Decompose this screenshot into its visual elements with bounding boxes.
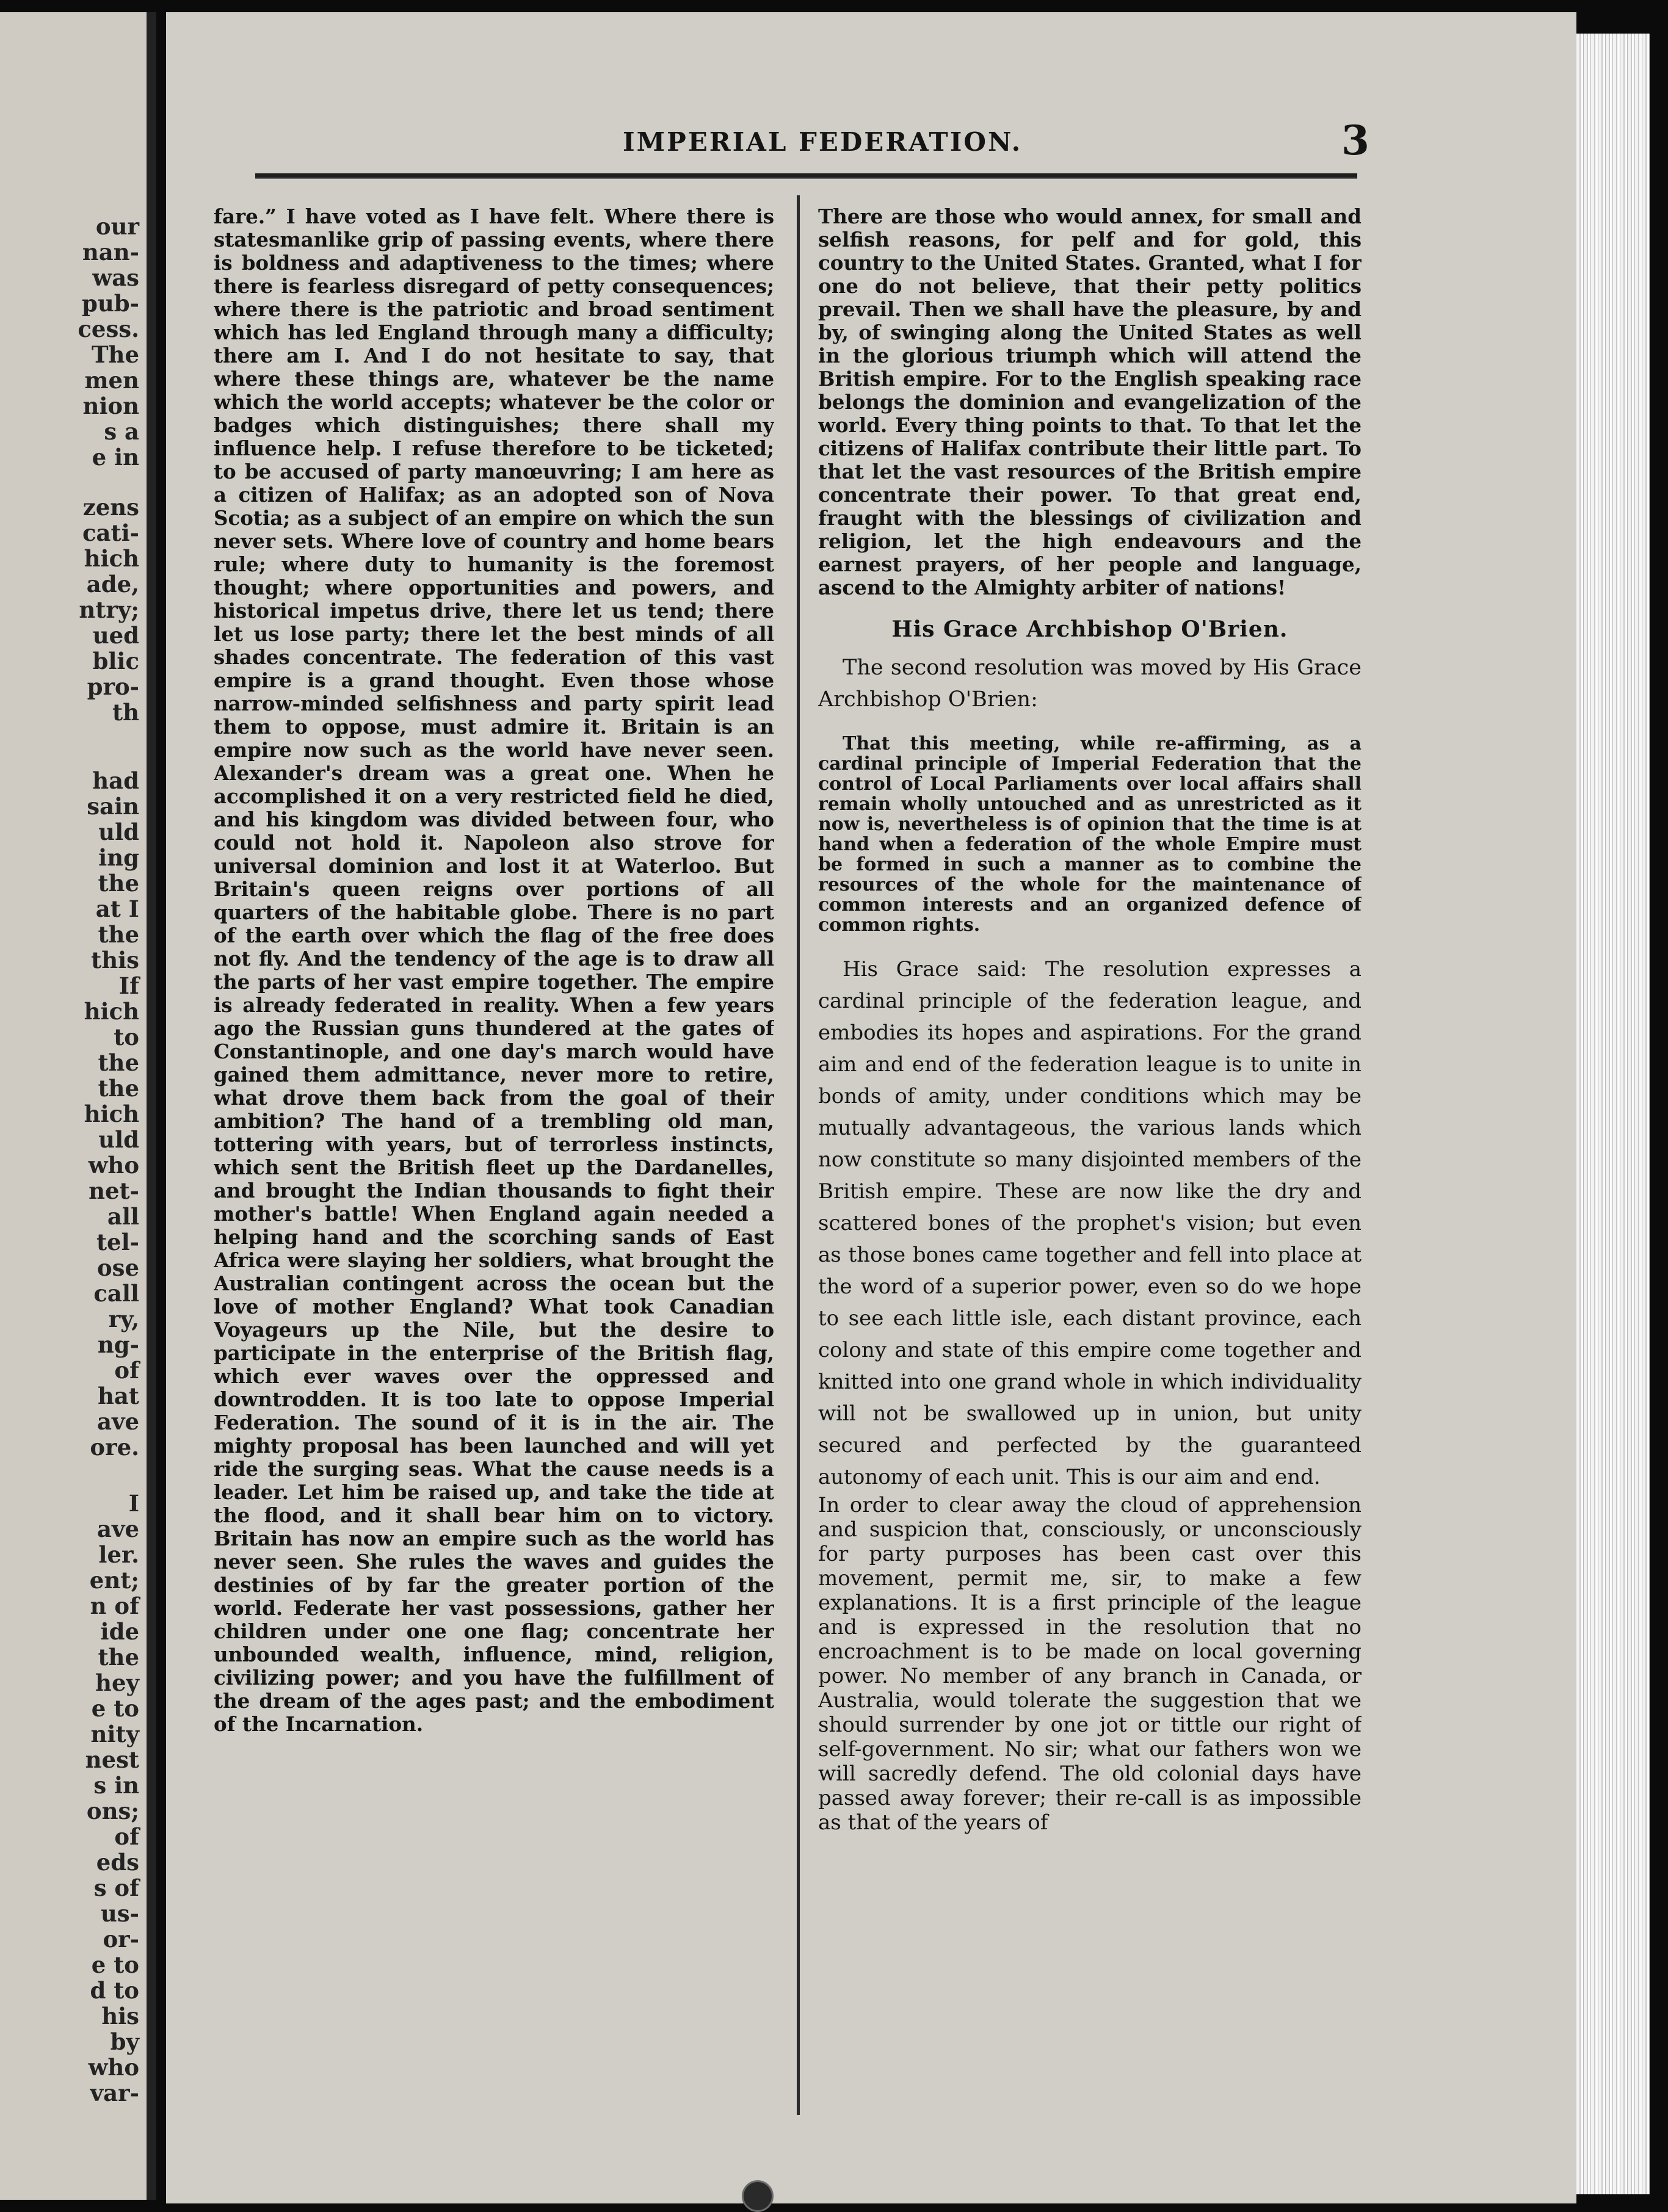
margin-fragment: nity xyxy=(90,1721,139,1748)
running-title: IMPERIAL FEDERATION. xyxy=(623,127,1023,157)
margin-fragment: blic xyxy=(92,648,139,674)
microfilm-mark xyxy=(742,2180,774,2212)
margin-fragment: d to xyxy=(90,1977,139,2004)
margin-fragment: pro- xyxy=(87,673,139,700)
margin-fragment: the xyxy=(98,870,139,897)
margin-fragment: us- xyxy=(100,1900,139,1927)
margin-fragment: ave xyxy=(96,1516,139,1542)
margin-fragment: this xyxy=(91,947,139,974)
margin-fragment: n of xyxy=(90,1592,139,1619)
margin-fragment: was xyxy=(92,264,139,291)
speech-paragraph: His Grace said: The resolution expresses a cardinal principle of the federation league, and embodies its hopes and aspirations. For the grand aim and end of the federation league is to unite in bonds of amity, under conditions which may be mutually advantageous, the various lands which now constitute so many disjointed members of the British empire. These are now like the dry and scattered bones of the prophet's vision; but even as those bones came together and fell into place at the word of a superior power, even so do we hope to see each little isle, each distant province, each colony and state of this empire come together and knitted into one grand whole in which individuality will not be swallowed up in union, but unity secured and perfected by the guaranteed autonomy of each unit. This is our aim and end. xyxy=(818,957,1362,1489)
margin-fragment: hich xyxy=(84,1101,139,1127)
margin-fragment: ons; xyxy=(86,1798,139,1824)
margin-fragment: pub- xyxy=(82,290,139,317)
margin-fragment: I xyxy=(128,1490,139,1517)
margin-fragment: hich xyxy=(84,998,139,1025)
margin-fragment: ore. xyxy=(90,1434,139,1461)
margin-fragment: cati- xyxy=(82,519,139,546)
margin-fragment: s a xyxy=(104,418,139,445)
margin-fragment: s of xyxy=(93,1874,139,1901)
margin-fragment: ing xyxy=(98,844,139,871)
margin-fragment: men xyxy=(84,367,139,394)
margin-fragment: e to xyxy=(91,1951,139,1978)
margin-fragment: ose xyxy=(96,1254,139,1281)
header-rule xyxy=(255,173,1357,179)
margin-fragment: The xyxy=(92,341,139,368)
margin-fragment: ntry; xyxy=(79,596,139,623)
column-rule xyxy=(797,195,800,2115)
margin-fragment: ent; xyxy=(89,1567,139,1594)
continuation-paragraph: There are those who would annex, for small and selfish reasons, for pelf and for gold, this country to the United States. Granted, what I for one do not believe, that their petty politics prevail. Then we shall have the pleasure, by and by, of swinging along the United States as well in the glorious triumph which will attend the British empire. For to the English speaking race belongs the dominion and evangelization of the world. Every thing points to that. To that let the citizens of Halifax contribute their little part. To that let the vast resources of the British empire concentrate their power. To that great end, fraught with the blessings of civilization and religion, let the high endeavours and the earnest prayers, of her people and language, ascend to the Almighty arbiter of nations! xyxy=(818,205,1362,599)
margin-fragment: uld xyxy=(98,1126,139,1153)
margin-fragment: tel- xyxy=(96,1229,139,1256)
margin-fragment: had xyxy=(92,767,139,794)
margin-fragment: ade, xyxy=(86,571,139,598)
margin-fragment: net- xyxy=(89,1177,139,1204)
margin-fragment: eds xyxy=(96,1849,139,1876)
margin-fragment: s in xyxy=(93,1772,139,1799)
margin-fragment: th xyxy=(112,699,139,726)
left-column xyxy=(214,205,774,2079)
margin-fragment: zens xyxy=(82,494,139,521)
margin-fragment: the xyxy=(98,1075,139,1102)
left-column-text: fare.” I have voted as I have felt. Where there is statesmanlike grip of passing events, where there is boldness and adaptiveness to the times; where there is fearless disregard of petty consequences; where there is the patriotic and broad sentiment which has led England through many a difficulty; there am I. And I do not hesitate to say, that where these things are, whatever be the name which the world accepts; whatever be the color or badges which distinguishes; there shall my influence help. I refuse therefore to be ticketed; to be accused of party manœuvring; I am here as a citizen of Halifax; as an adopted son of Nova Scotia; as a subject of an empire on which the sun never sets. Where love of country and home bears rule; where duty to humanity is the foremost thought; where opportunities and powers, and historical impetus drive, there let us tend; there let us lose party; there let the best minds of all shades concentrate. The federation of this vast empire is a grand thought. Even those whose narrow-minded selfishness and party spirit lead them to oppose, must admire it. Britain is an empire now such as the world have never seen. Alexander's dream was a great one. When he accomplished it on a very restricted field he died, and his kingdom was divided between four, who could not hold it. Napoleon also strove for universal dominion and lost it at Waterloo. But Britain's queen reigns over portions of all quarters of the habitable globe. There is no part of the earth over which the flag of the free does not fly. And the tendency of the age is to draw all the parts of her vast empire together. The empire is already federated in reality. When a few years ago the Russian guns thundered at the gates of Constantinople, and one day's march would have gained them admittance, never more to retire, what drove them back from the goal of their ambition? The hand of a trembling old man, tottering with years, but of terrorless instincts, which sent the British fleet up the Dardanelles, and brought the Indian thousands to fight their mother's battle! When England again needed a helping hand and the scorching sands of East Africa were slaying her soldiers, what brought the Australian contingent across the ocean but the love of mother England? What took Canadian Voyageurs up the Nile, but the desire to participate in the enterprise of the British flag, which ever waves over the oppressed and downtrodden. It is too late to oppose Imperial Federation. The sound of it is in the air. The mighty proposal has been launched and will yet ride the surging seas. What the cause needs is a leader. Let him be raised up, and take the tide at the flood, and it shall bear him on to victory. Britain has now an empire such as the world has never seen. She rules the waves and guides the destinies of by far the greater portion of the world. Federate her vast possessions, gather her children under one one flag; concentrate her unbounded wealth, influence, mind, religion, civilizing power; and you have the fulfillment of the dream of the ages past; and the embodiment of the Incarnation. xyxy=(214,205,774,1736)
right-column xyxy=(818,205,1362,2079)
margin-fragment: of xyxy=(114,1823,139,1850)
margin-fragment: our xyxy=(95,213,139,240)
margin-fragment: sain xyxy=(87,793,139,820)
margin-fragment: cess. xyxy=(78,316,139,342)
margin-fragment: or- xyxy=(103,1926,139,1953)
speech-paragraph-continued: In order to clear away the cloud of apprehension and suspicion that, consciously, or unconsciously for party purposes has been cast over this movement, permit me, sir, to make a few explanations. It is a first principle of the league and is expressed in the resolution that no encroachment is to be made on local governing power. No member of any branch in Canada, or Australia, would tolerate the suggestion that we should surrender by one jot or tittle our right of self-government. No sir; what our fathers won we will sacredly defend. The old colonial days have passed away forever; their re-call is as impossible as that of the years of xyxy=(818,1493,1362,1835)
margin-fragment: hich xyxy=(84,545,139,572)
margin-fragment: e to xyxy=(91,1695,139,1722)
margin-fragment: all xyxy=(107,1203,139,1230)
margin-fragment: nion xyxy=(82,392,139,419)
margin-fragment: to xyxy=(114,1024,139,1050)
margin-fragment: uld xyxy=(98,819,139,845)
margin-fragment: If xyxy=(118,972,139,999)
margin-fragment: who xyxy=(88,1152,139,1179)
margin-fragment: his xyxy=(101,2003,139,2029)
margin-fragment: ng- xyxy=(97,1331,139,1358)
page-number: 3 xyxy=(1341,117,1369,164)
margin-fragment: ave xyxy=(96,1408,139,1435)
margin-fragment: who xyxy=(88,2054,139,2081)
margin-fragment: the xyxy=(98,1049,139,1076)
margin-fragment: hat xyxy=(98,1382,139,1409)
margin-fragment: hey xyxy=(95,1669,139,1696)
margin-fragment: the xyxy=(98,921,139,948)
margin-fragment: by xyxy=(110,2028,139,2055)
previous-page-fragment xyxy=(0,12,156,2200)
margin-fragment: ide xyxy=(100,1618,139,1645)
margin-fragment: ry, xyxy=(108,1306,139,1332)
margin-fragment: call xyxy=(93,1280,139,1307)
page-edge-stack xyxy=(1576,34,1650,2194)
resolution-text: That this meeting, while re-affirming, as a cardinal principle of Imperial Federation that the control of Local Parliaments over local affairs shall remain wholly untouched and as unrestricted as it now is, nevertheless is of opinion that the time is at hand when a federation of the whole Empire must be formed in such a manner as to combine the resources of the whole for the maintenance of common interests and an organized defence of common rights. xyxy=(818,733,1362,936)
margin-fragment: nan- xyxy=(82,239,139,266)
margin-fragment: nest xyxy=(85,1746,139,1773)
margin-fragment: ued xyxy=(92,622,139,649)
margin-fragment: e in xyxy=(92,444,139,471)
margin-fragment: ler. xyxy=(98,1541,139,1568)
section-heading: His Grace Archbishop O'Brien. xyxy=(891,616,1288,642)
margin-fragment: of xyxy=(114,1357,139,1384)
margin-fragment: var- xyxy=(90,2080,139,2106)
margin-fragment: at I xyxy=(95,895,139,922)
margin-fragment: the xyxy=(98,1644,139,1671)
resolution-intro: The second resolution was moved by His Grace Archbishop O'Brien: xyxy=(818,656,1362,712)
